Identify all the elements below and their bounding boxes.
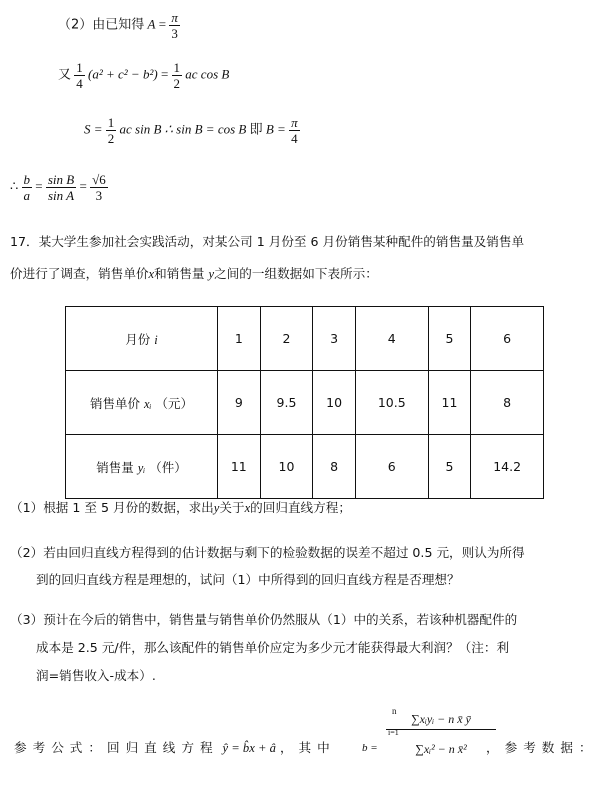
equals-sign: = — [79, 178, 87, 194]
frac-numerator: b — [23, 172, 31, 187]
table-cell: 14.2 — [471, 435, 544, 499]
row-header-var: xᵢ — [143, 396, 152, 411]
table-cell: 6 — [471, 307, 544, 371]
ji-char: 即 — [249, 122, 263, 138]
row-header-label: 销售量 — [96, 459, 134, 475]
table-cell: 10.5 — [355, 371, 428, 435]
sum-upper: n — [392, 706, 397, 716]
ac-cos-B: ac cos B — [185, 66, 230, 82]
proof-line-1 — [58, 10, 180, 41]
row-header — [66, 435, 218, 499]
equals-sign: = — [35, 178, 43, 194]
var-y: y — [208, 267, 215, 281]
fraction-sqrt6-over-3 — [90, 172, 108, 203]
row-header — [66, 371, 218, 435]
regression-equation: ŷ = b̂x + â — [222, 741, 276, 755]
fraction-pi-over-3 — [169, 10, 180, 41]
table-cell: 11 — [218, 435, 261, 499]
sin-cos-relation: ac sin B ∴ sin B = cos B — [119, 121, 247, 137]
you-char: 又 — [58, 67, 72, 83]
proof-line-3 — [84, 115, 300, 146]
fraction-b-over-a — [22, 172, 33, 203]
frac-denominator: sin A — [47, 188, 75, 203]
equals-sign: = — [158, 16, 167, 32]
table-cell: 8 — [313, 435, 356, 499]
frac-numerator: π — [291, 115, 298, 130]
frac-denominator: 3 — [95, 188, 103, 203]
var-x: x — [148, 267, 155, 281]
question-2-line-1: （2）若由回归直线方程得到的估计数据与剩下的检验数据的误差不超过 0.5 元，则认为所得 — [10, 545, 525, 560]
var-x: x — [244, 501, 251, 515]
table-cell: 8 — [471, 371, 544, 435]
problem-intro-line-1: 17．某大学生参加社会实践活动，对某公司 1 月份至 6 月份销售某种配件的销售量及销售单 — [10, 234, 525, 249]
therefore-symbol: ∴ — [10, 178, 19, 194]
row-header-label: 月份 — [125, 331, 151, 347]
data-table — [65, 306, 544, 499]
proof-line-4 — [10, 172, 108, 203]
b-equals: b = — [362, 742, 378, 754]
table-cell: 9.5 — [260, 371, 313, 435]
question-3-line-1: （3）预计在今后的销售中，销售量与销售单价仍然服从（1）中的关系，若该种机器配件的 — [10, 612, 518, 627]
frac-denominator: 4 — [291, 131, 298, 146]
b-denominator — [386, 730, 496, 757]
intro-text-b: 和销售量 — [154, 266, 205, 281]
var-y: y — [213, 501, 220, 515]
problem-intro-line-2 — [10, 264, 378, 284]
table-cell: 3 — [313, 307, 356, 371]
b-fraction — [386, 706, 496, 757]
reference-tail: ，参考数据： — [486, 740, 598, 755]
frac-numerator: 1 — [107, 115, 115, 130]
B-equals: B = — [265, 121, 286, 137]
table-cell: 10 — [313, 371, 356, 435]
table-cell: 5 — [428, 435, 471, 499]
question-2-line-2: 到的回归直线方程是理想的，试问（1）中所得到的回归直线方程是否理想？ — [36, 572, 460, 587]
row-header-var: yᵢ — [137, 460, 146, 475]
table-cell: 5 — [428, 307, 471, 371]
reference-formula — [14, 738, 336, 758]
table-cell: 1 — [218, 307, 261, 371]
paren-expression: (a² + c² − b²) — [88, 66, 158, 82]
denominator-expression: ∑xᵢ² − n x̄² — [415, 742, 467, 756]
table-cell: 2 — [260, 307, 313, 371]
frac-numerator: 1 — [173, 60, 181, 75]
equals-sign: = — [160, 66, 169, 82]
fraction-pi-over-4 — [289, 115, 300, 146]
S-equals: S = — [84, 121, 103, 137]
frac-denominator: 2 — [107, 131, 115, 146]
frac-denominator: 2 — [173, 76, 181, 91]
frac-denominator: a — [23, 188, 31, 203]
table-cell: 11 — [428, 371, 471, 435]
row-header-suffix: （元） — [155, 395, 194, 411]
frac-numerator: π — [171, 10, 178, 25]
table-row — [66, 435, 544, 499]
q1-text-c: 的回归直线方程； — [250, 500, 351, 515]
intro-text-a: 价进行了调查，销售单价 — [10, 266, 149, 281]
row-header-label: 销售单价 — [89, 395, 140, 411]
numerator-expression: ∑xᵢyᵢ − n x̄ ȳ — [411, 712, 471, 726]
frac-numerator: sin B — [47, 172, 75, 187]
fraction-1-over-2 — [106, 115, 117, 146]
table-cell: 10 — [260, 435, 313, 499]
b-numerator — [386, 706, 496, 737]
table-row — [66, 307, 544, 371]
frac-numerator: 1 — [76, 60, 83, 75]
question-1 — [10, 498, 351, 518]
row-header — [66, 307, 218, 371]
sum-lower: i=1 — [388, 728, 399, 737]
var-A: A — [147, 16, 156, 32]
fraction-sinB-over-sinA — [46, 172, 76, 203]
table-cell: 9 — [218, 371, 261, 435]
fraction-1-over-4 — [74, 60, 85, 91]
reference-label: 参考公式：回归直线方程 — [14, 740, 219, 755]
step-label: （2）由已知得 — [58, 17, 145, 33]
frac-denominator: 4 — [76, 76, 83, 91]
table-row — [66, 371, 544, 435]
question-3-line-3: 润=销售收入-成本）. — [36, 668, 156, 683]
frac-denominator: 3 — [171, 26, 178, 41]
fraction-1-over-2 — [172, 60, 183, 91]
question-3-line-2: 成本是 2.5 元/件，那么该配件的销售单价应定为多少元才能获得最大利润？（注：利 — [36, 640, 510, 655]
frac-numerator: √6 — [92, 172, 106, 187]
table-cell: 6 — [355, 435, 428, 499]
table-cell: 4 — [355, 307, 428, 371]
q1-text-b: 关于 — [219, 500, 245, 515]
reference-comma: ，其中 — [279, 740, 336, 755]
proof-line-2 — [58, 60, 229, 91]
intro-text-c: 之间的一组数据如下表所示： — [214, 266, 378, 281]
row-header-var: i — [154, 332, 158, 347]
row-header-suffix: （件） — [149, 459, 187, 475]
q1-text-a: （1）根据 1 至 5 月份的数据，求出 — [10, 500, 214, 515]
